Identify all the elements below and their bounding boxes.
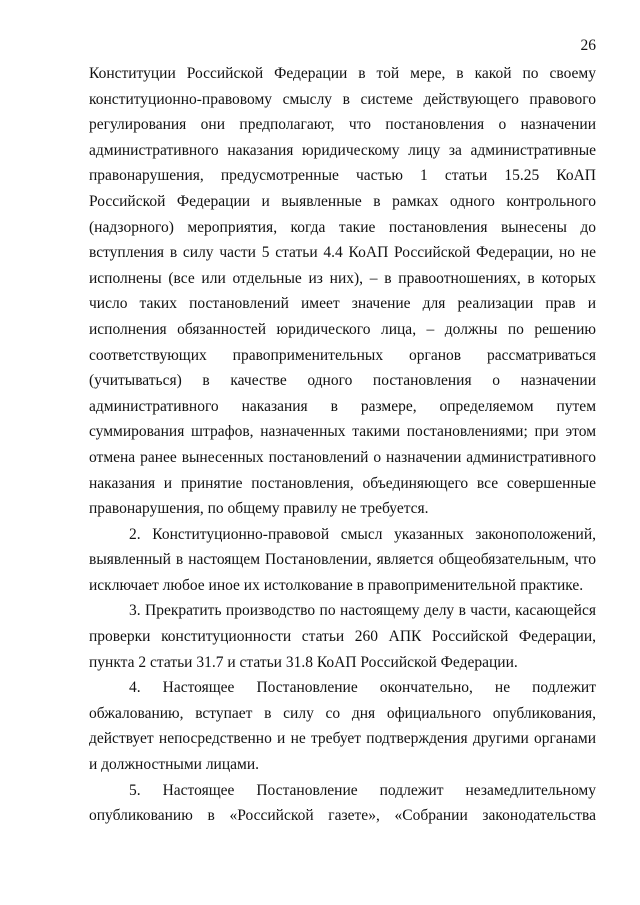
paragraph-item-2: 2. Конституционно-правовой смысл указанных законоположений, выявленный в настоящем Постановлении, является общеобязательным, что исключает любое иное их истолкование в правоприменительной практике.: [89, 525, 596, 594]
paragraph-item-3: 3. Прекратить производство по настоящему делу в части, касающейся проверки конституционности статьи 260 АПК Российской Федерации, пункта 2 статьи 31.7 и статьи 31.8 КоАП Российской Федерации.: [89, 602, 596, 671]
paragraph-item-5: 5. Настоящее Постановление подлежит незамедлительному опубликованию в «Российской газете», «Собрании законодательства: [89, 781, 596, 825]
paragraph-item-4: 4. Настоящее Постановление окончательно, не подлежит обжалованию, вступает в силу со дня официального опубликования, действует непосредственно и не требует подтверждения другими органами и должностными лицами.: [89, 679, 596, 774]
paragraph-continuation: Конституции Российской Федерации в той мере, в какой по своему конституционно-правовому смыслу в системе действующего правового регулирования они предполагают, что постановления о назначении административного наказания юридическому лицу за административные правонарушения, предусмотренные частью 1 статьи 15.25 КоАП Российской Федерации и выявленные в рамках одного контрольного (надзорного) мероприятия, когда такие постановления вынесены до вступления в силу части 5 статьи 4.4 КоАП Российской Федерации, но не исполнены (все или отдельные из них), – в правоотношениях, в которых число таких постановлений имеет значение для реализации прав и исполнения обязанностей юридического лица, – должны по решению соответствующих правоприменительных органов рассматриваться (учитываться) в качестве одного постановления о назначении административного наказания в размере, определяемом путем суммирования штрафов, назначенных такими постановлениями; при этом отмена ранее вынесенных постановлений о назначении административного наказания и принятие постановления, объединяющего все совершенные правонарушения, по общему правилу не требуется.: [89, 65, 596, 518]
document-body: [89, 61, 596, 829]
page-number: 26: [580, 37, 596, 54]
